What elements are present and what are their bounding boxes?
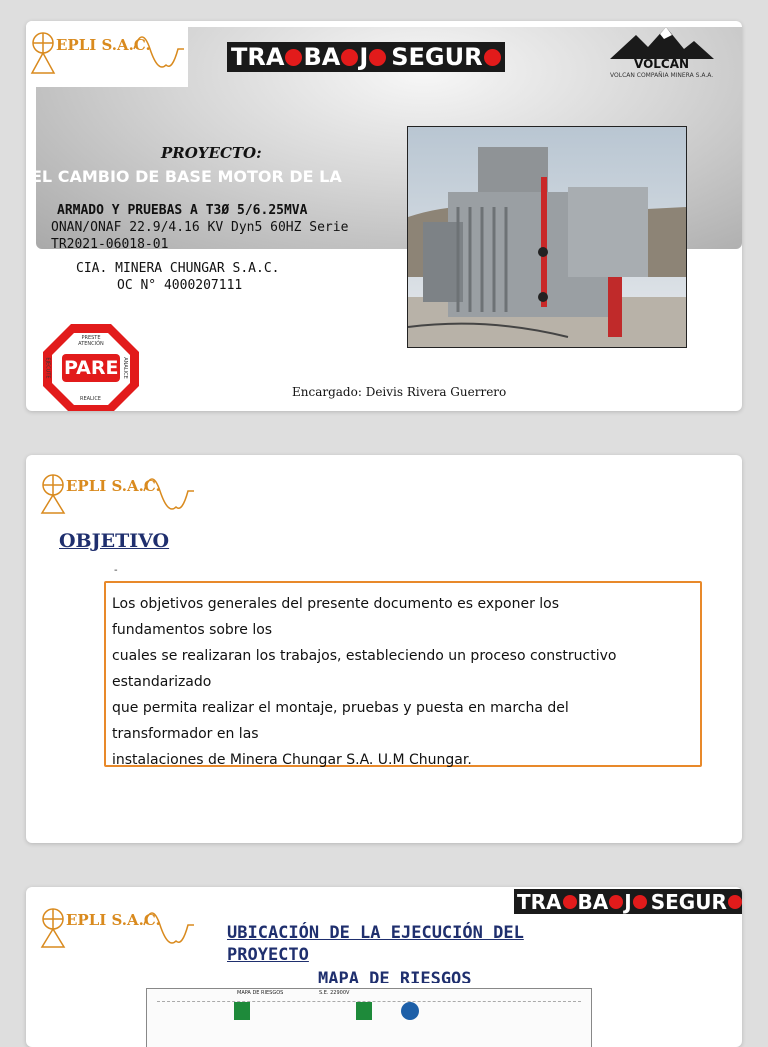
transformer-image-icon bbox=[408, 127, 686, 347]
red-dot-icon bbox=[633, 895, 647, 909]
objective-line: que permita realizar el montaje, pruebas y puesta en marcha del bbox=[112, 700, 569, 716]
objective-slide bbox=[26, 455, 742, 843]
risk-map bbox=[146, 988, 592, 1047]
pare-top-label: PRESTE ATENCIÓN bbox=[78, 335, 104, 347]
objective-line: transformador en las bbox=[112, 726, 259, 742]
volcan-title: VOLCAN bbox=[634, 57, 690, 71]
pare-right-label: ANALICE bbox=[121, 357, 128, 379]
pare-bottom-label: REALICE bbox=[80, 396, 101, 402]
pare-label: PARE bbox=[64, 357, 119, 379]
epli-logo-text: EPLI S.A.C. bbox=[56, 36, 151, 54]
red-dot-icon bbox=[369, 49, 386, 66]
objective-line: Los objetivos generales del presente documento es exponer los bbox=[112, 596, 560, 612]
dash-marker: - bbox=[114, 565, 118, 576]
pare-sign bbox=[40, 321, 142, 411]
project-title: EL CAMBIO DE BASE MOTOR DE LA bbox=[31, 167, 342, 186]
spec-line-3: TR2021-06018-01 bbox=[51, 237, 169, 252]
location-title-line-3: MAPA DE RIESGOS bbox=[318, 969, 472, 983]
objective-line: cuales se realizaran los trabajos, estableciendo un proceso constructivo bbox=[112, 648, 617, 664]
red-dot-icon bbox=[609, 895, 623, 909]
map-line bbox=[157, 1001, 581, 1002]
volcan-subtitle: VOLCAN COMPAÑIA MINERA S.A.A. bbox=[610, 72, 714, 79]
objective-line: fundamentos sobre los bbox=[112, 622, 273, 638]
red-dot-icon bbox=[484, 49, 501, 66]
risk-map-subtitle: S.E. 22900V bbox=[319, 990, 350, 996]
objective-line: estandarizado bbox=[112, 674, 212, 690]
volcan-logo bbox=[606, 25, 718, 85]
spec-line-2: ONAN/ONAF 22.9/4.16 KV Dyn5 60HZ Serie bbox=[51, 220, 349, 235]
epli-logo bbox=[36, 897, 198, 959]
transformer-photo bbox=[407, 126, 687, 348]
location-slide bbox=[26, 887, 742, 1047]
risk-map-title: MAPA DE RIESGOS bbox=[237, 990, 284, 996]
manager-name: Encargado: Deivis Rivera Guerrero bbox=[292, 385, 507, 399]
client-name: CIA. MINERA CHUNGAR S.A.C. bbox=[76, 261, 280, 276]
red-dot-icon bbox=[341, 49, 358, 66]
info-sign-icon bbox=[401, 1002, 419, 1020]
red-dot-icon bbox=[563, 895, 577, 909]
epli-logo bbox=[26, 21, 188, 87]
order-number: OC N° 4000207111 bbox=[117, 278, 243, 293]
objective-line: instalaciones de Minera Chungar S.A. U.M Chungar. bbox=[112, 752, 472, 768]
objective-heading: OBJETIVO bbox=[59, 530, 170, 552]
trabajo-seguro-banner: TRA BA J SEGUR bbox=[227, 42, 505, 72]
exit-sign-icon bbox=[356, 1002, 372, 1020]
red-dot-icon bbox=[285, 49, 302, 66]
project-label: PROYECTO: bbox=[161, 144, 262, 162]
spec-line-1: ARMADO Y PRUEBAS A T3Ø 5/6.25MVA bbox=[57, 203, 308, 218]
epli-logo-text: EPLI S.A.C. bbox=[66, 911, 161, 929]
pare-left-label: EJECUTE bbox=[44, 357, 51, 379]
trabajo-seguro-banner: TRA BA J SEGUR bbox=[514, 889, 742, 914]
location-title-line-1: UBICACIÓN DE LA EJECUCIÓN DEL bbox=[227, 923, 524, 943]
exit-sign-icon bbox=[234, 1002, 250, 1020]
epli-emblem-icon bbox=[26, 21, 188, 87]
epli-logo bbox=[36, 463, 198, 525]
red-dot-icon bbox=[728, 895, 742, 909]
location-title-line-2: PROYECTO bbox=[227, 945, 309, 965]
epli-logo-text: EPLI S.A.C. bbox=[66, 477, 161, 495]
title-slide bbox=[26, 21, 742, 411]
objective-box bbox=[104, 581, 702, 767]
